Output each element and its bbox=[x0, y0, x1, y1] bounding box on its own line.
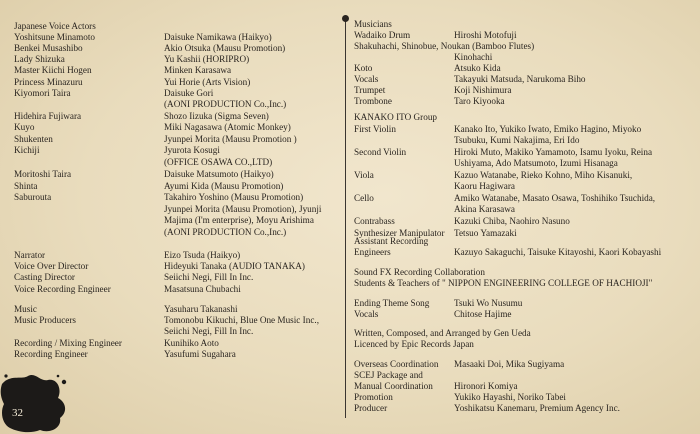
coordination-name: Hironori Komiya bbox=[454, 381, 518, 391]
musician-name: Atsuko Kida bbox=[454, 63, 501, 73]
group-members: Kazuki Chiba, Naohiro Nasuno bbox=[454, 216, 570, 226]
voice-actor-name: (AONI PRODUCTION Co.,Inc.) bbox=[164, 99, 287, 109]
coordination-name: Masaaki Doi, Mika Sugiyama bbox=[454, 359, 565, 369]
staff-role: Casting Director bbox=[14, 272, 75, 282]
staff-role: Recording / Mixing Engineer bbox=[14, 338, 122, 348]
musician-role: Trombone bbox=[354, 96, 392, 106]
ink-blot-decoration bbox=[0, 372, 70, 434]
coordination-role: Manual Coordination bbox=[354, 381, 433, 391]
musician-role: Shakuhachi, Shinobue, Noukan (Bamboo Flutes) bbox=[354, 41, 535, 51]
voice-role-name: Kiyomori Taira bbox=[14, 88, 71, 98]
staff-name: Eizo Tsuda (Haikyo) bbox=[164, 250, 241, 260]
group-heading: KANAKO ITO Group bbox=[354, 112, 438, 122]
voice-actors-heading: Japanese Voice Actors bbox=[14, 21, 96, 31]
staff-name: Hideyuki Tanaka (AUDIO TANAKA) bbox=[164, 261, 305, 271]
group-members: Tetsuo Yamazaki bbox=[454, 228, 517, 238]
ending-role: Vocals bbox=[354, 309, 379, 319]
musician-name: Kinohachi bbox=[454, 52, 493, 62]
voice-role-name: Moritoshi Taira bbox=[14, 169, 72, 179]
voice-actor-name: Minken Karasawa bbox=[164, 65, 232, 75]
musician-role: Trumpet bbox=[354, 85, 386, 95]
group-role: Viola bbox=[354, 170, 374, 180]
musician-name: Takayuki Matsuda, Narukoma Biho bbox=[454, 74, 586, 84]
written-line-1: Written, Composed, and Arranged by Gen Ueda bbox=[354, 328, 531, 338]
voice-role-name: Master Kiichi Hogen bbox=[14, 65, 92, 75]
musicians-heading: Musicians bbox=[354, 19, 392, 29]
coordination-role: Producer bbox=[354, 403, 388, 413]
coordination-name: Yukiko Hayashi, Noriko Tabei bbox=[454, 392, 566, 402]
voice-actor-name: (AONI PRODUCTION Co.,Inc.) bbox=[164, 227, 287, 237]
assistant-role-1: Assistant Recording bbox=[354, 236, 429, 246]
musician-name: Hiroshi Motofuji bbox=[454, 30, 517, 40]
group-members: Ushiyama, Ado Matsumoto, Izumi Hisanaga bbox=[454, 158, 618, 168]
group-members: Kanako Ito, Yukiko Iwato, Emiko Hagino, Miyoko bbox=[454, 124, 642, 134]
voice-actor-name: Shozo Iizuka (Sigma Seven) bbox=[164, 111, 269, 121]
voice-actor-name: (OFFICE OSAWA CO.,LTD) bbox=[164, 157, 273, 167]
voice-actor-name: Daisuke Gori bbox=[164, 88, 214, 98]
group-role: Cello bbox=[354, 193, 374, 203]
group-members: Tsubuku, Kumi Nakajima, Eri Ido bbox=[454, 135, 580, 145]
voice-role-name: Lady Shizuka bbox=[14, 54, 65, 64]
group-members: Kaoru Hagiwara bbox=[454, 181, 515, 191]
group-members: Amiko Watanabe, Masato Osawa, Toshihiko Tsuchida, bbox=[454, 193, 656, 203]
group-members: Kazuo Watanabe, Rieko Kohno, Miho Kisanuki, bbox=[454, 170, 633, 180]
voice-actor-name: Jyurota Kosugi bbox=[164, 145, 220, 155]
staff-role: Music bbox=[14, 304, 37, 314]
assistant-names: Kazuyo Sakaguchi, Taisuke Kitayoshi, Kaori Kobayashi bbox=[454, 247, 662, 257]
written-line-2: Licenced by Epic Records Japan bbox=[354, 339, 474, 349]
assistant-role-2: Engineers bbox=[354, 247, 391, 257]
page-number: 32 bbox=[12, 407, 23, 419]
ending-name: Tsuki Wo Nusumu bbox=[454, 298, 523, 308]
voice-role-name: Kichiji bbox=[14, 145, 40, 155]
voice-role-name: Shinta bbox=[14, 181, 38, 191]
staff-name: Yasuharu Takanashi bbox=[164, 304, 238, 314]
coordination-name: Yoshikatsu Kanemaru, Premium Agency Inc. bbox=[454, 403, 620, 413]
voice-actor-name: Jyunpei Morita (Mausu Promotion), Jyunji bbox=[164, 204, 322, 214]
voice-actor-name: Daisuke Namikawa (Haikyo) bbox=[164, 32, 272, 42]
musician-role: Wadaiko Drum bbox=[354, 30, 411, 40]
staff-role: Recording Engineer bbox=[14, 349, 88, 359]
voice-role-name: Princess Minazuru bbox=[14, 77, 83, 87]
voice-actor-name: Yui Horie (Arts Vision) bbox=[164, 77, 251, 87]
ending-name: Chitose Hajime bbox=[454, 309, 512, 319]
group-role: Second Violin bbox=[354, 147, 407, 157]
voice-actor-name: Jyunpei Morita (Mausu Promotion ) bbox=[164, 134, 297, 144]
staff-name: Yasufumi Sugahara bbox=[164, 349, 236, 359]
sfx-line-2: Students & Teachers of " NIPPON ENGINEERING COLLEGE OF HACHIOJI" bbox=[354, 278, 653, 288]
staff-role: Music Producers bbox=[14, 315, 77, 325]
staff-role: Voice Over Director bbox=[14, 261, 89, 271]
coordination-role: SCEJ Package and bbox=[354, 370, 423, 380]
group-members: Akina Karasawa bbox=[454, 204, 515, 214]
musician-role: Vocals bbox=[354, 74, 379, 84]
voice-actor-name: Takahiro Yoshino (Mausu Promotion) bbox=[164, 192, 304, 202]
staff-name: Tomonobu Kikuchi, Blue One Music Inc., bbox=[164, 315, 320, 325]
voice-role-name: Shukenten bbox=[14, 134, 53, 144]
musician-name: Taro Kiyooka bbox=[454, 96, 505, 106]
voice-actor-name: Ayumi Kida (Mausu Promotion) bbox=[164, 181, 284, 191]
voice-actor-name: Yu Kashii (HORIPRO) bbox=[164, 54, 250, 64]
voice-role-name: Benkei Musashibo bbox=[14, 43, 83, 53]
musician-name: Koji Nishimura bbox=[454, 85, 512, 95]
musician-role: Koto bbox=[354, 63, 373, 73]
column-divider bbox=[345, 18, 346, 418]
staff-role: Voice Recording Engineer bbox=[14, 284, 111, 294]
staff-name: Kunihiko Aoto bbox=[164, 338, 219, 348]
divider-ornament bbox=[342, 15, 349, 22]
voice-actor-name: Miki Nagasawa (Atomic Monkey) bbox=[164, 122, 291, 132]
staff-role: Narrator bbox=[14, 250, 46, 260]
voice-role-name: Kuyo bbox=[14, 122, 35, 132]
voice-actor-name: Akio Otsuka (Mausu Promotion) bbox=[164, 43, 286, 53]
ending-role: Ending Theme Song bbox=[354, 298, 430, 308]
group-members: Hiroki Muto, Makiko Yamamoto, Isamu Iyoku, Reina bbox=[454, 147, 653, 157]
voice-actor-name: Majima (I'm enterprise), Moyu Arishima bbox=[164, 215, 314, 225]
group-role: Contrabass bbox=[354, 216, 395, 226]
voice-actor-name: Daisuke Matsumoto (Haikyo) bbox=[164, 169, 274, 179]
staff-name: Seiichi Negi, Fill In Inc. bbox=[164, 326, 254, 336]
coordination-role: Overseas Coordination bbox=[354, 359, 439, 369]
sfx-line-1: Sound FX Recording Collaboration bbox=[354, 267, 485, 277]
staff-name: Seiichi Negi, Fill In Inc. bbox=[164, 272, 254, 282]
voice-role-name: Saburouta bbox=[14, 192, 52, 202]
voice-role-name: Yoshitsune Minamoto bbox=[14, 32, 95, 42]
group-role: First Violin bbox=[354, 124, 396, 134]
voice-role-name: Hidehira Fujiwara bbox=[14, 111, 82, 121]
coordination-role: Promotion bbox=[354, 392, 393, 402]
group-role: Synthesizer Manipulator bbox=[354, 228, 445, 238]
staff-name: Masatsuna Chubachi bbox=[164, 284, 241, 294]
